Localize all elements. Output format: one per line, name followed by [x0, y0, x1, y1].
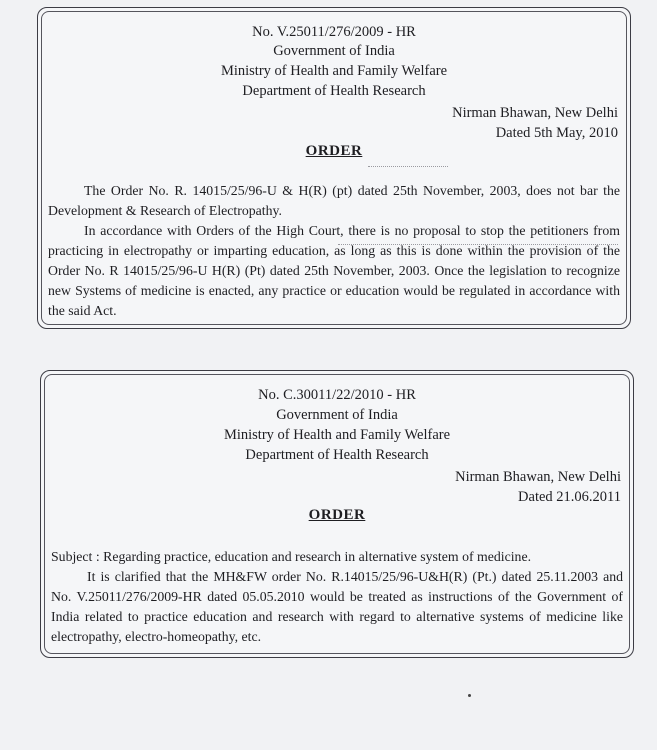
order-1-dotted-underline [338, 244, 618, 245]
order-box-1 [37, 7, 631, 329]
order-1-place: Nirman Bhawan, New Delhi [452, 105, 618, 121]
order-2-place: Nirman Bhawan, New Delhi [455, 469, 621, 485]
order-2-government: Government of India [276, 407, 398, 423]
order-2-number: No. C.30011/22/2010 - HR [258, 387, 416, 403]
order-1-paragraph-1: The Order No. R. 14015/25/96-U & H(R) (pt) dated 25th November, 2003, does not bar the Development & Research of Electropathy. [48, 183, 620, 218]
order-1-number: No. V.25011/276/2009 - HR [252, 24, 416, 40]
order-2-subject: Subject : Regarding practice, education and research in alternative system of medicine. [51, 549, 532, 564]
order-2-department: Department of Health Research [245, 447, 429, 463]
order-2-heading: ORDER [308, 507, 366, 523]
order-1-paragraph-2: In accordance with Orders of the High Court, there is no proposal to stop the petitioners from practicing in electropathy or imparting education, as long as this is done within the provision of the Order No. R 14015/25/96-U H(R) (Pt) dated 25th November, 2003. Once the legislation to recognize new Systems of medicine is enacted, any practice or education would be regulated in accordance with the said Act. [48, 223, 620, 318]
order-box-2 [40, 370, 634, 658]
scan-speck [468, 694, 471, 697]
order-1-ministry: Ministry of Health and Family Welfare [220, 63, 448, 79]
order-1-government: Government of India [273, 43, 395, 59]
order-1-dotted-line [368, 166, 448, 167]
order-1-date: Dated 5th May, 2010 [495, 125, 618, 141]
order-2-ministry: Ministry of Health and Family Welfare [223, 427, 451, 443]
order-2-date: Dated 21.06.2011 [518, 489, 621, 505]
order-1-department: Department of Health Research [242, 83, 426, 99]
order-2-paragraph-1: It is clarified that the MH&FW order No. R.14015/25/96-U&H(R) (Pt.) dated 25.11.2003 and No. V.25011/276/2009-HR dated 05.05.2010 would be treated as instructions of the Government of India related to practice education and research with regard to alternative systems of medicine like electropathy, electro-homeopathy, etc. [51, 569, 623, 644]
order-1-heading: ORDER [305, 143, 363, 159]
